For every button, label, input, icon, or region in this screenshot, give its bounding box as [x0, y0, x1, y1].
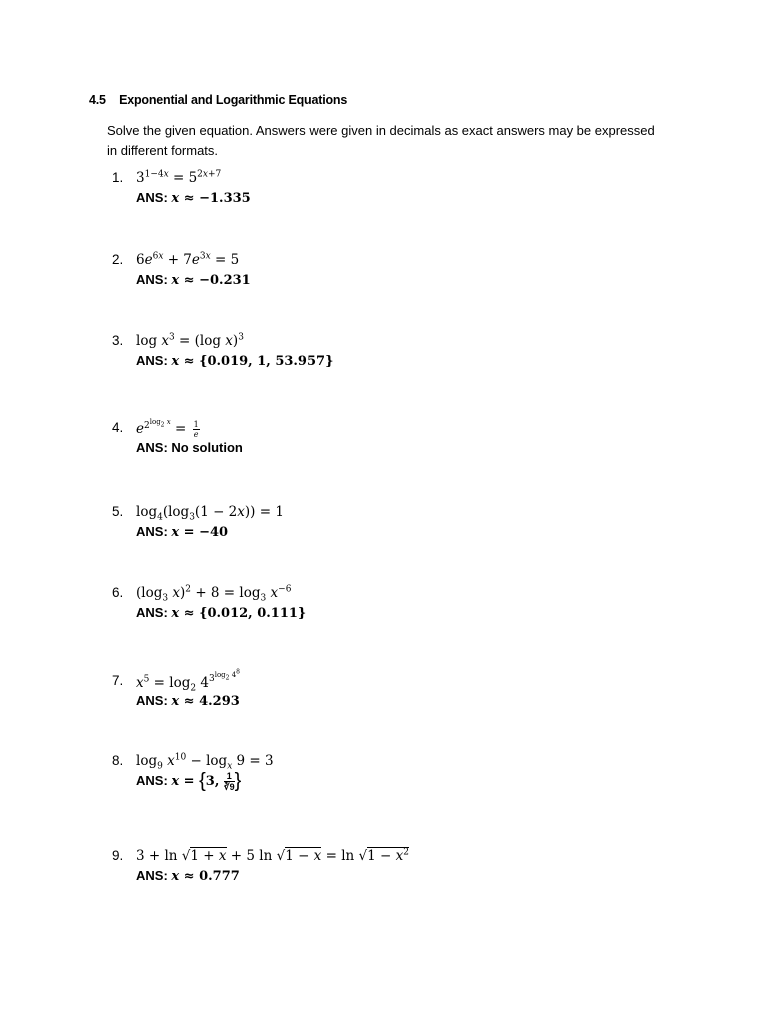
answer: ANS: x ≈ −0.231: [136, 272, 251, 288]
equation: $3^{1-4x} = 5^{2x+7}$: [136, 169, 222, 186]
answer-label: ANS:: [136, 272, 172, 287]
problem-number: 7.: [112, 673, 124, 688]
equation: 3 + ln √1 + x + 5 $\ln √1 - x = \ln √1 - x^2$: [136, 847, 409, 864]
problem-number: 8.: [112, 753, 124, 768]
problem-number: 1.: [112, 170, 124, 185]
answer-label: ANS:: [136, 524, 172, 539]
equation: $\log x^3 = (\log$ x)$^3$: [136, 332, 244, 349]
answer: ANS: x = {3, $\frac{1}{∛9}$ }: [136, 770, 242, 792]
equation: $6e^{6x} + 7e^{3x} = 5$: [136, 251, 240, 268]
problem-number: 6.: [112, 585, 124, 600]
answer: ANS: x ≈ {0.019, 1, 53.957}: [136, 353, 334, 369]
answer-label: ANS:: [136, 440, 172, 455]
answer: ANS: x ≈ −1.335: [136, 190, 251, 206]
answer-label: ANS:: [136, 772, 172, 788]
instructions: Solve the given equation. Answers were given in decimals as exact answers may be expressed in different formats.: [107, 123, 655, 158]
answer-label: ANS:: [136, 353, 172, 368]
answer-label: ANS:: [136, 190, 172, 205]
answer: ANS: x ≈ {0.012, 0.111}: [136, 605, 307, 621]
answer-label: ANS:: [136, 605, 172, 620]
equation: $\log_9 x^{10} - \log_x 9 = 3$: [136, 752, 274, 772]
equation: $\log_4(\log_3(1 - 2x)) = 1$: [136, 504, 284, 523]
equation: $x^5 = \log_2 4^{3^{log_2 4^8}}$: [136, 669, 240, 694]
equation: ($\log_3$ $x)^2 + 8 = \log_3 x^{-6}$: [136, 584, 292, 604]
answer: ANS: x ≈ 4.293: [136, 693, 240, 709]
answer-text: No solution: [171, 440, 243, 455]
problem-number: 9.: [112, 848, 124, 863]
answer: ANS: x = −40: [136, 524, 229, 540]
problem-number: 3.: [112, 333, 124, 348]
answer-label: ANS:: [136, 693, 172, 708]
section-number: 4.5: [89, 93, 106, 107]
equation: $e^{2^{log_2 x}}$ = $\frac{1}{e}$: [136, 417, 199, 439]
section-heading: [89, 93, 347, 107]
problem-number: 4.: [112, 420, 124, 435]
answer: [136, 440, 243, 455]
problem-number: 5.: [112, 504, 124, 519]
answer: ANS: x ≈ 0.777: [136, 868, 240, 884]
problem-number: 2.: [112, 252, 124, 267]
section-title: Exponential and Logarithmic Equations: [119, 93, 348, 107]
answer-label: ANS:: [136, 868, 172, 883]
